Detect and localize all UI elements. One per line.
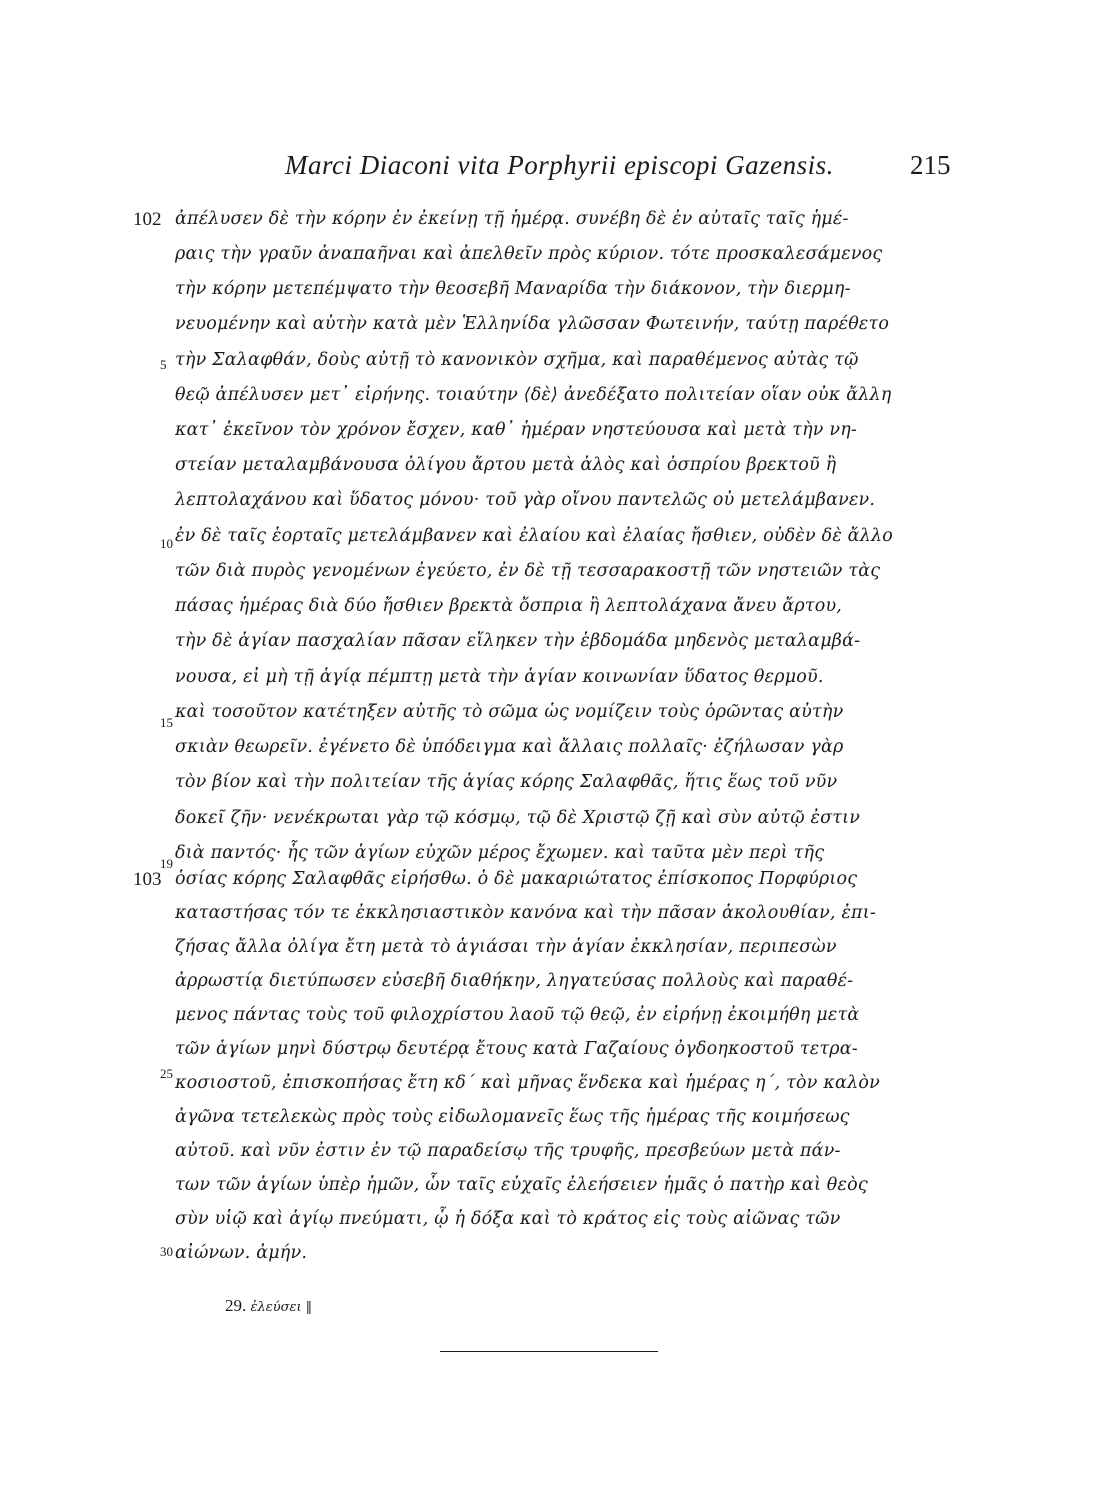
text-line: νευομένην καὶ αὐτὴν κατὰ μὲν Ἑλληνίδα γλῶσσαν Φωτεινήν, ταύτῃ παρέθετο <box>175 314 890 334</box>
footnote-ref: 29. <box>225 1296 247 1315</box>
end-rule <box>440 1351 658 1352</box>
text-line: τῶν διὰ πυρὸς γενομένων ἐγεύετο, ἐν δὲ τῇ τεσσαρακοστῇ τῶν νηστειῶν τὰς <box>175 561 881 581</box>
running-title: Marci Diaconi vita Porphyrii episcopi Gazensis. <box>285 150 834 180</box>
line-number: 15 <box>160 715 173 730</box>
text-line: ἀγῶνα τετελεκὼς πρὸς τοὺς εἰδωλομανεῖς ἕως τῆς ἡμέρας τῆς κοιμήσεως <box>175 1107 850 1127</box>
section-number: 102 <box>133 209 162 230</box>
text-line: διὰ παντός· ἧς τῶν ἁγίων εὐχῶν μέρος ἔχωμεν. καὶ ταῦτα μὲν περὶ τῆς <box>175 843 825 863</box>
text-line: μενος πάντας τοὺς τοῦ φιλοχρίστου λαοῦ τῷ θεῷ, ἐν εἰρήνῃ ἐκοιμήθη μετὰ <box>175 1005 860 1025</box>
text-line: καὶ τοσοῦτον κατέτηξεν αὐτῆς τὸ σῶμα ὡς νομίζειν τοὺς ὁρῶντας αὐτὴν <box>175 702 844 722</box>
text-line: σκιὰν θεωρεῖν. ἐγένετο δὲ ὑπόδειγμα καὶ ἄλλαις πολλαῖς· ἐζήλωσαν γὰρ <box>175 737 844 757</box>
text-line: ραις τὴν γραῦν ἀναπαῆναι καὶ ἀπελθεῖν πρὸς κύριον. τότε προσκαλεσάμενος <box>175 244 883 264</box>
text-line: αὐτοῦ. καὶ νῦν ἐστιν ἐν τῷ παραδείσῳ τῆς τρυφῆς, πρεσβεύων μετὰ πάν- <box>175 1141 841 1161</box>
text-line: τῶν ἁγίων μηνὶ δύστρῳ δευτέρᾳ ἔτους κατὰ Γαζαίους ὀγδοηκοστοῦ τετρα- <box>175 1039 858 1059</box>
line-number: 25 <box>160 1066 173 1081</box>
text-line: τὸν βίον καὶ τὴν πολιτείαν τῆς ἁγίας κόρης Σαλαφθᾶς, ἥτις ἕως τοῦ νῦν <box>175 772 838 792</box>
text-line: καταστήσας τόν τε ἐκκλησιαστικὸν κανόνα καὶ τὴν πᾶσαν ἀκολουθίαν, ἐπι- <box>175 903 876 923</box>
text-line: τὴν Σαλαφθάν, δοὺς αὐτῇ τὸ κανονικὸν σχῆμα, καὶ παραθέμενος αὐτὰς τῷ <box>175 350 859 370</box>
text-line: δοκεῖ ζῆν· νενέκρωται γὰρ τῷ κόσμῳ, τῷ δὲ Χριστῷ ζῇ καὶ σὺν αὐτῷ ἐστιν <box>175 808 861 828</box>
text-line: στείαν μεταλαμβάνουσα ὀλίγου ἄρτου μετὰ ἁλὸς καὶ ὀσπρίου βρεκτοῦ ἢ <box>175 455 837 475</box>
text-line: τὴν κόρην μετεπέμψατο τὴν θεοσεβῆ Μαναρίδα τὴν διάκονον, τὴν διερμη- <box>175 279 851 299</box>
text-line: ζήσας ἄλλα ὀλίγα ἔτη μετὰ τὸ ἁγιάσαι τὴν ἁγίαν ἐκκλησίαν, περιπεσὼν <box>175 937 837 957</box>
text-line: ἀρρωστίᾳ διετύπωσεν εὐσεβῆ διαθήκην, ληγατεύσας πολλοὺς καὶ παραθέ- <box>175 971 854 991</box>
line-number: 30 <box>160 1244 173 1259</box>
text-line: θεῷ ἀπέλυσεν μετ᾽ εἰρήνης. τοιαύτην ⟨δὲ⟩ ἀνεδέξατο πολιτείαν οἵαν οὐκ ἄλλη <box>175 385 892 405</box>
line-number: 19 <box>160 856 173 871</box>
text-line: τὴν δὲ ἁγίαν πασχαλίαν πᾶσαν εἴληκεν τὴν ἑβδομάδα μηδενὸς μεταλαμβά- <box>175 631 861 651</box>
text-line: λεπτολαχάνου καὶ ὕδατος μόνου· τοῦ γὰρ οἴνου παντελῶς οὐ μετελάμβανεν. <box>175 490 876 510</box>
text-line: κατ᾽ ἐκεῖνον τὸν χρόνον ἔσχεν, καθ᾽ ἡμέραν νηστεύουσα καὶ μετὰ τὴν νη- <box>175 420 858 440</box>
text-line: σὺν υἱῷ καὶ ἁγίῳ πνεύματι, ᾧ ἡ δόξα καὶ τὸ κράτος εἰς τοὺς αἰῶνας τῶν <box>175 1209 841 1229</box>
text-line: κοσιοστοῦ, ἐπισκοπήσας ἔτη κδ´ καὶ μῆνας ἕνδεκα καὶ ἡμέρας η´, τὸν καλὸν <box>175 1073 880 1093</box>
footnote-text: ἐλεύσει ‖ <box>250 1300 313 1315</box>
text-line: ἐν δὲ ταῖς ἑορταῖς μετελάμβανεν καὶ ἐλαίου καὶ ἐλαίας ἤσθιεν, οὐδὲν δὲ ἄλλο <box>175 526 894 546</box>
text-line: ὁσίας κόρης Σαλαφθᾶς εἰρήσθω. ὁ δὲ μακαριώτατος ἐπίσκοπος Πορφύριος <box>175 869 858 889</box>
page-number: 215 <box>910 150 951 180</box>
text-line: αἰώνων. ἀμήν. <box>175 1243 308 1263</box>
text-line: ἀπέλυσεν δὲ τὴν κόρην ἐν ἐκείνῃ τῇ ἡμέρᾳ. συνέβη δὲ ἐν αὐταῖς ταῖς ἡμέ- <box>175 209 849 229</box>
line-number: 10 <box>160 536 173 551</box>
section-number: 103 <box>133 869 162 890</box>
text-line: νουσα, εἰ μὴ τῇ ἁγίᾳ πέμπτῃ μετὰ τὴν ἁγίαν κοινωνίαν ὕδατος θερμοῦ. <box>175 667 824 687</box>
text-line: πάσας ἡμέρας διὰ δύο ἤσθιεν βρεκτὰ ὄσπρια ἢ λεπτολάχανα ἄνευ ἄρτου, <box>175 596 843 616</box>
text-line: των τῶν ἁγίων ὑπὲρ ἡμῶν, ὧν ταῖς εὐχαῖς ἐλεήσειεν ἡμᾶς ὁ πατὴρ καὶ θεὸς <box>175 1175 868 1195</box>
line-number: 5 <box>160 357 167 372</box>
footnote <box>225 1296 312 1316</box>
